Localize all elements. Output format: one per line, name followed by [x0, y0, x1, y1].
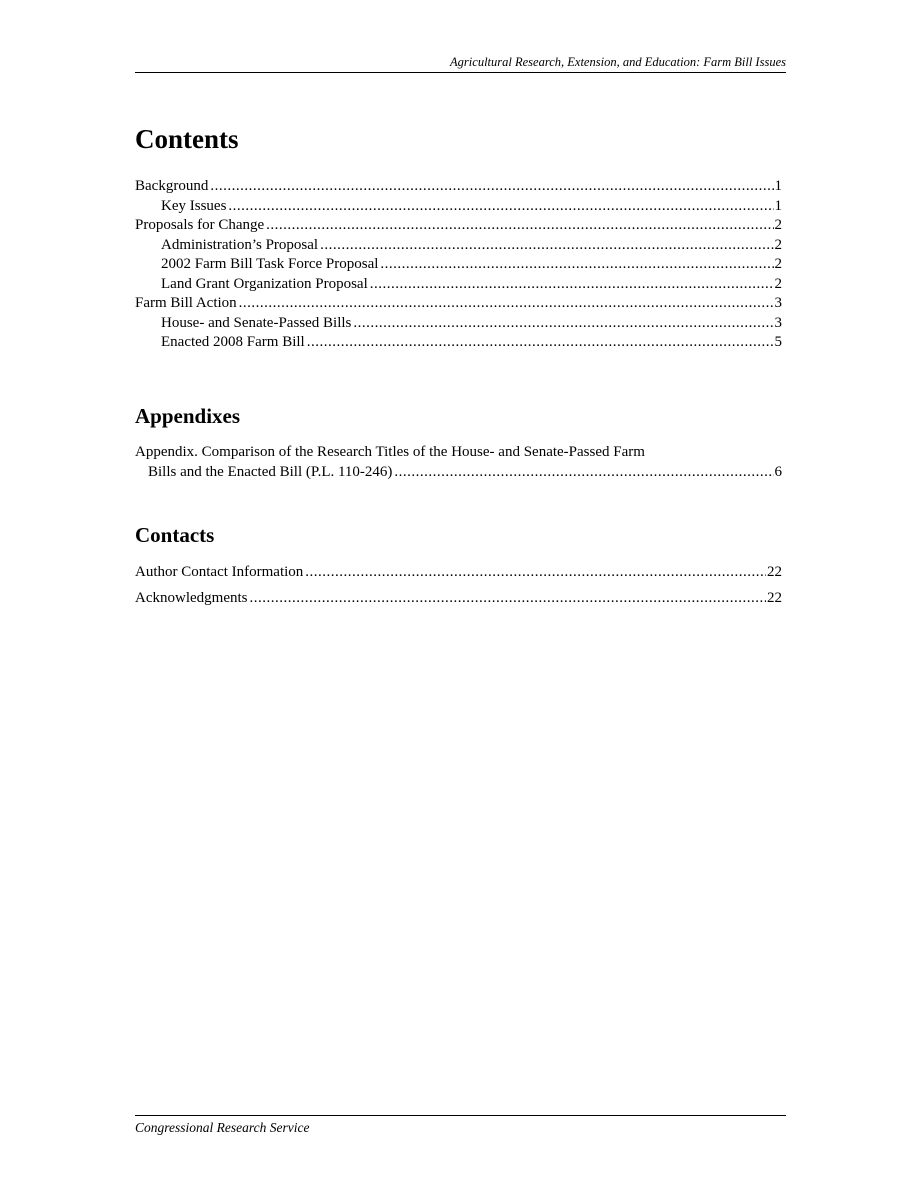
toc-leader-dots — [228, 197, 773, 217]
toc-page-number: 2 — [774, 275, 782, 292]
toc-entry-author-contact[interactable] — [135, 563, 782, 583]
toc-entry-background[interactable] — [135, 177, 782, 197]
toc-page-number: 3 — [774, 295, 782, 311]
toc-entry-text-continued: Bills and the Enacted Bill (P.L. 110-246) — [148, 463, 393, 480]
contents-heading: Contents — [135, 124, 239, 154]
footer-rule — [135, 1115, 786, 1116]
running-header: Agricultural Research, Extension, and Education: Farm Bill Issues — [450, 55, 786, 69]
running-footer: Congressional Research Service — [135, 1120, 310, 1135]
toc-entry-enacted-farm-bill[interactable] — [135, 333, 782, 353]
toc-entry-text: Appendix. Comparison of the Research Titles of the House- and Senate-Passed Farm — [135, 444, 645, 460]
toc-page-number: 1 — [774, 197, 782, 214]
toc-entry-text: Acknowledgments — [135, 590, 248, 606]
toc-entry-text: 2002 Farm Bill Task Force Proposal — [161, 256, 379, 272]
toc-entry-appendix[interactable] — [135, 443, 782, 482]
appendixes-list — [135, 443, 782, 482]
toc-leader-dots — [370, 275, 774, 295]
toc-leader-dots — [266, 216, 773, 236]
toc-entry-administrations-proposal[interactable] — [135, 236, 782, 256]
toc-page-number: 2 — [774, 236, 782, 253]
toc-leader-dots — [239, 294, 774, 314]
toc-entry-land-grant-proposal[interactable] — [135, 275, 782, 295]
toc-page-number: 5 — [774, 334, 782, 350]
toc-entry-text: Administration’s Proposal — [161, 236, 319, 253]
header-rule — [135, 72, 786, 73]
toc-entry-text: House- and Senate-Passed Bills — [161, 314, 352, 331]
toc-entry-acknowledgments[interactable] — [135, 589, 782, 609]
toc-leader-dots — [353, 314, 773, 334]
toc-entry-text: Land Grant Organization Proposal — [161, 275, 368, 292]
toc-leader-dots — [305, 563, 766, 583]
toc-entry-proposals-for-change[interactable] — [135, 216, 782, 236]
toc-entry-text: Key Issues — [161, 197, 227, 214]
toc-entry-key-issues[interactable] — [135, 197, 782, 217]
toc-entry-text: Background — [135, 178, 209, 194]
appendixes-heading: Appendixes — [135, 404, 241, 428]
toc-entry-farm-bill-action[interactable] — [135, 294, 782, 314]
contacts-heading: Contacts — [135, 523, 215, 547]
toc-page-number: 3 — [774, 314, 782, 331]
toc-leader-dots — [249, 589, 766, 609]
toc-page-number: 2 — [774, 217, 782, 233]
contents-list — [135, 177, 782, 353]
toc-leader-dots — [380, 255, 773, 275]
toc-entry-text: Author Contact Information — [135, 564, 304, 580]
toc-entry-text: Proposals for Change — [135, 217, 265, 233]
toc-entry-task-force-proposal[interactable] — [135, 255, 782, 275]
toc-leader-dots — [307, 333, 774, 353]
toc-entry-house-senate-bills[interactable] — [135, 314, 782, 334]
toc-page-number: 22 — [767, 564, 782, 580]
toc-leader-dots — [394, 463, 773, 483]
toc-leader-dots — [210, 177, 773, 197]
toc-page-number: 22 — [767, 590, 782, 606]
toc-entry-text: Farm Bill Action — [135, 295, 237, 311]
toc-leader-dots — [320, 236, 773, 256]
toc-page-number: 2 — [774, 256, 782, 272]
toc-page-number: 1 — [774, 178, 782, 194]
toc-page-number: 6 — [774, 463, 782, 480]
toc-entry-text: Enacted 2008 Farm Bill — [161, 334, 305, 350]
contacts-list — [135, 563, 782, 609]
